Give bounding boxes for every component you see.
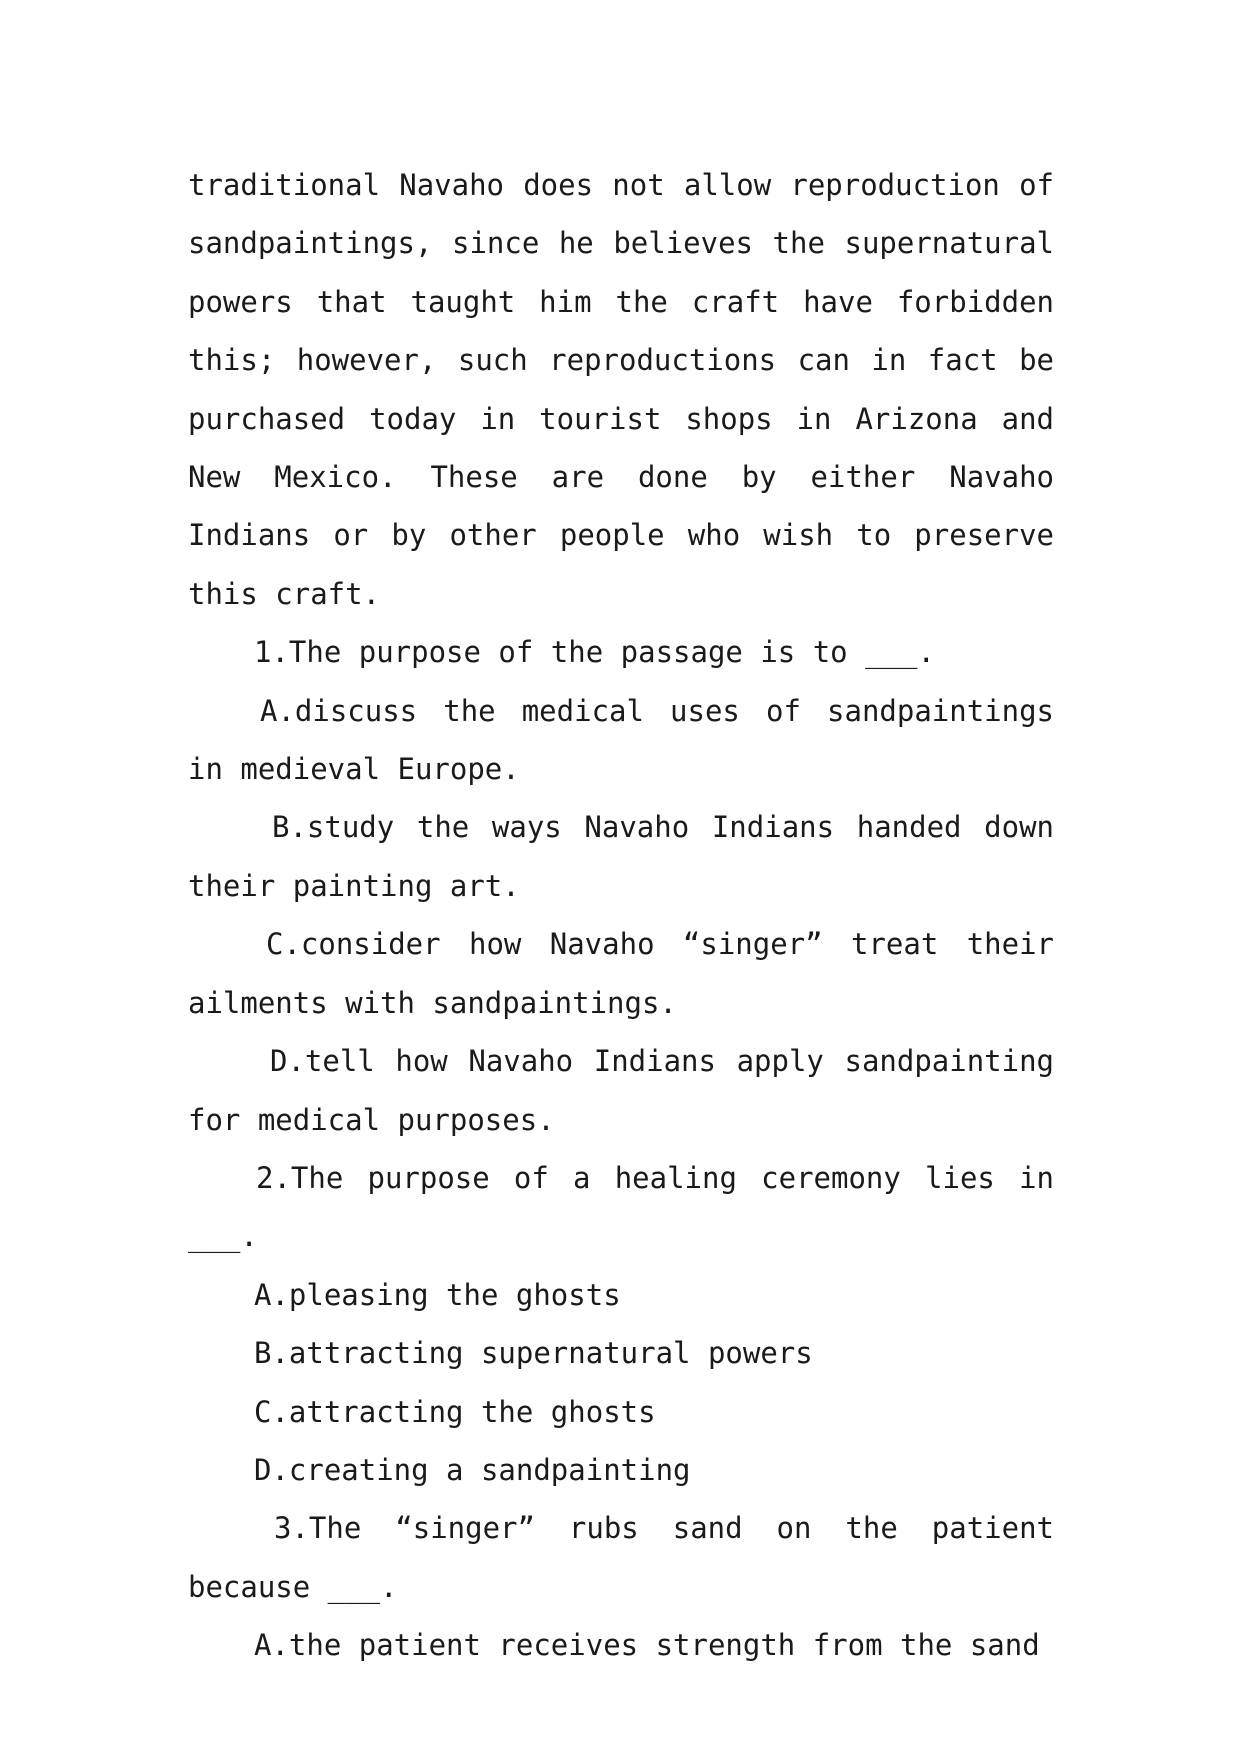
question-1-option-b: B.study the ways Navaho Indians handed down their painting art.	[188, 810, 1054, 903]
question-1-stem: 1.The purpose of the passage is to ___.	[254, 635, 935, 670]
question-2-option-b: B.attracting supernatural powers	[254, 1336, 813, 1371]
question-1-option-c: C.consider how Navaho “singer” treat their ailments with sandpaintings.	[188, 927, 1054, 1020]
question-2-option-a: A.pleasing the ghosts	[254, 1277, 621, 1312]
question-2-option-c: C.attracting the ghosts	[254, 1394, 656, 1429]
question-2-option-d: D.creating a sandpainting	[254, 1452, 691, 1487]
passage-paragraph: traditional Navaho does not allow reproduction of sandpaintings, since he believes the supernatural powers that taught him the craft have forbidden this; however, such reproductions can in fact be purchased today in tourist shops in Arizona and New Mexico. These are done by either Navaho Indians or by other people who wish to preserve this craft.	[188, 168, 1054, 611]
question-1-option-d: D.tell how Navaho Indians apply sandpainting for medical purposes.	[188, 1044, 1054, 1137]
document-body	[188, 156, 1054, 1675]
question-3-stem: 3.The “singer” rubs sand on the patient because ___.	[188, 1511, 1054, 1604]
question-2-stem: 2.The purpose of a healing ceremony lies in ___.	[188, 1160, 1054, 1254]
question-3-option-a: A.the patient receives strength from the sand	[254, 1628, 1040, 1663]
question-1-option-a: A.discuss the medical uses of sandpaintings in medieval Europe.	[188, 693, 1054, 787]
